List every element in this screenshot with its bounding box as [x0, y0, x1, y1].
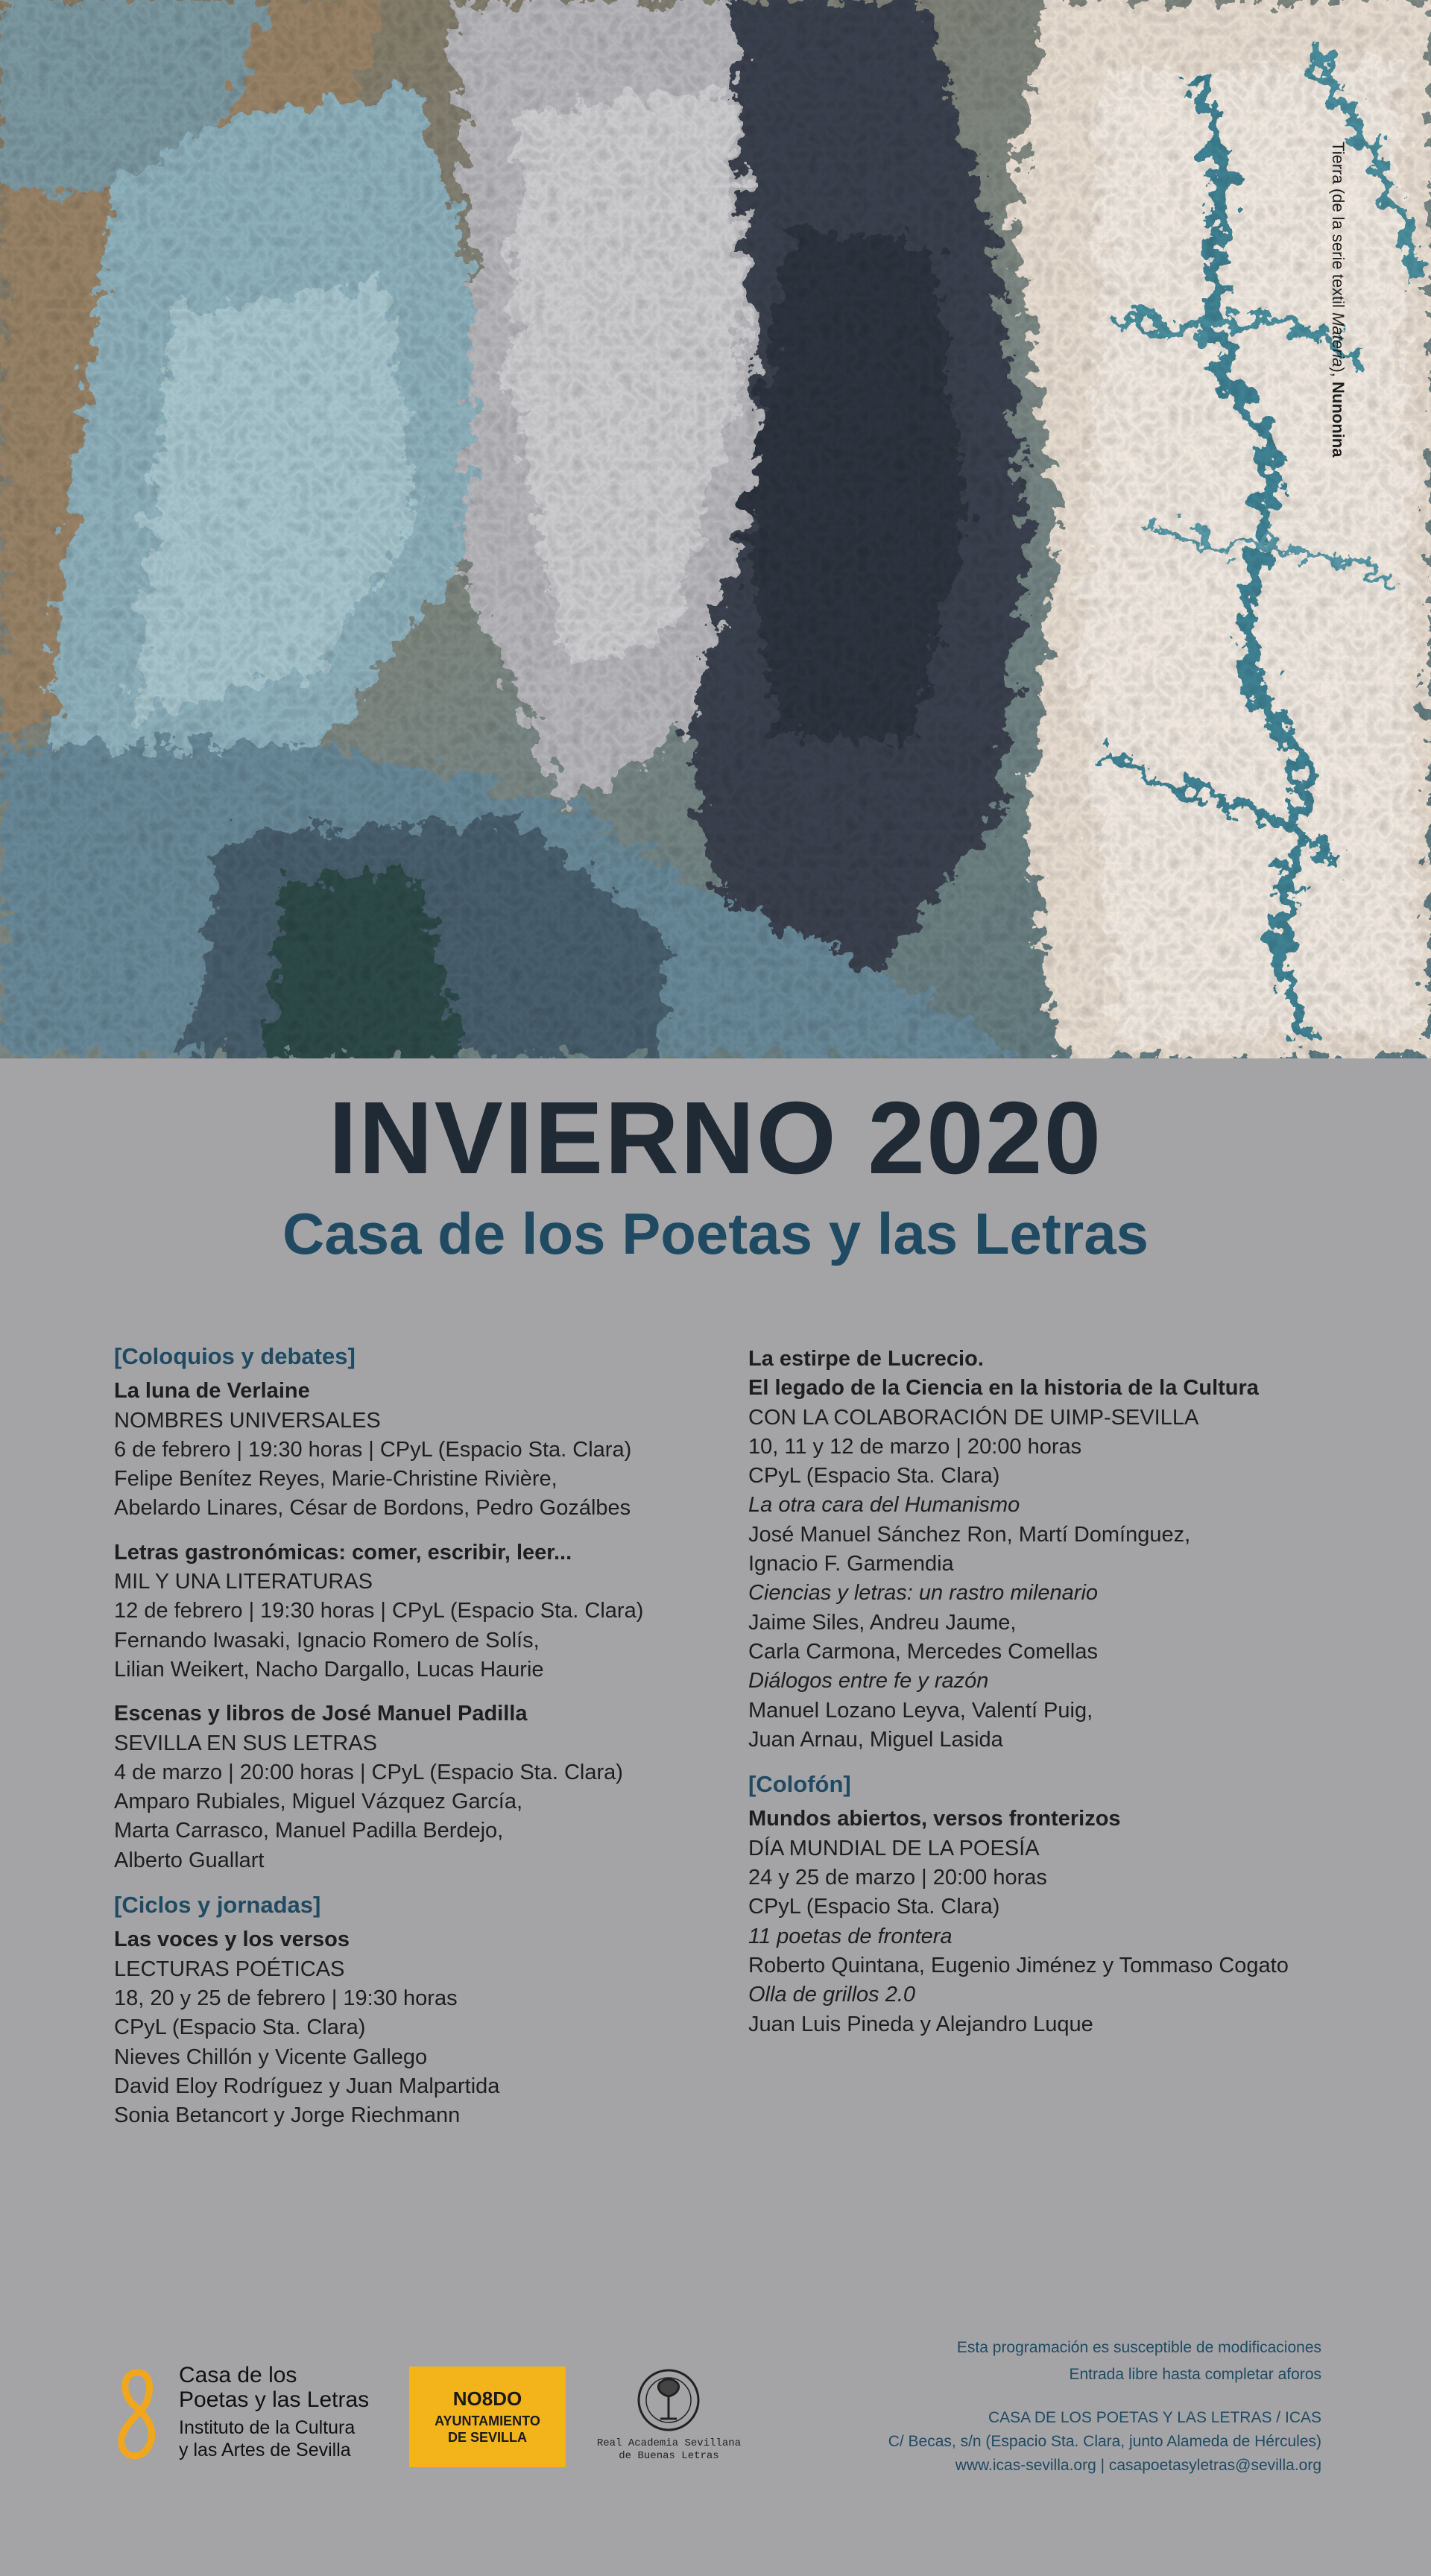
event-venue: CPyL (Espacio Sta. Clara)	[748, 1895, 1000, 1919]
section-heading-ciclos: [Ciclos y jornadas]	[114, 1892, 321, 1919]
event-participants: Manuel Lozano Leyva, Valentí Puig,	[748, 1698, 1093, 1723]
event-title: La estirpe de Lucrecio.	[748, 1347, 984, 1371]
contact-organization: CASA DE LOS POETAS Y LAS LETRAS / ICAS	[988, 2409, 1321, 2426]
event-participants: Lilian Weikert, Nacho Dargallo, Lucas Haurie	[114, 1657, 544, 1682]
event-title: Escenas y libros de José Manuel Padilla	[114, 1702, 528, 1726]
event-participants: David Eloy Rodríguez y Juan Malpartida	[114, 2074, 500, 2098]
event-venue: CPyL (Espacio Sta. Clara)	[748, 1464, 1000, 1489]
event-when: 4 de marzo | 20:00 horas | CPyL (Espacio Sta. Clara)	[114, 1760, 623, 1784]
program-left-column	[114, 1342, 755, 2145]
event-participants: Juan Arnau, Miguel Lasida	[748, 1727, 1003, 1752]
casa-line-2: Poetas y las Letras	[179, 2387, 370, 2412]
event-series: MIL Y UNA LITERATURAS	[114, 1570, 373, 1594]
icas-logo-text	[179, 2416, 355, 2461]
event-participants: Amparo Rubiales, Miguel Vázquez García,	[114, 1790, 523, 1814]
ayuntamiento-text	[409, 2413, 566, 2446]
note-modifications: Esta programación es susceptible de modificaciones	[956, 2339, 1321, 2356]
event-participants: Felipe Benítez Reyes, Marie-Christine Rivière,	[114, 1467, 557, 1491]
event-participants: Juan Luis Pineda y Alejandro Luque	[748, 2012, 1093, 2036]
academia-seal-icon	[635, 2367, 702, 2434]
event-title: Letras gastronómicas: comer, escribir, leer...	[114, 1540, 572, 1565]
artwork-credit	[1323, 142, 1353, 619]
session-title: Olla de grillos 2.0	[748, 1983, 916, 2007]
academia-line-2: de Buenas Letras	[619, 2450, 719, 2462]
footer-notes	[957, 2334, 1321, 2388]
session-title: Ciencias y letras: un rastro milenario	[748, 1581, 1099, 1606]
event-las-voces-y-los-versos	[114, 1925, 755, 2130]
event-series: DÍA MUNDIAL DE LA POESÍA	[748, 1836, 1040, 1860]
event-participants: Sonia Betancort y Jorge Riechmann	[114, 2103, 461, 2128]
event-venue: CPyL (Espacio Sta. Clara)	[114, 2015, 366, 2040]
event-when: 6 de febrero | 19:30 horas | CPyL (Espacio Sta. Clara)	[114, 1437, 632, 1462]
event-participants: José Manuel Sánchez Ron, Martí Domínguez,	[748, 1522, 1191, 1547]
event-la-estirpe-de-lucrecio	[748, 1345, 1419, 1755]
event-participants: Alberto Guallart	[114, 1848, 265, 1872]
event-when: 18, 20 y 25 de febrero | 19:30 horas	[114, 1986, 458, 2010]
page-subtitle: Casa de los Poetas y las Letras	[282, 1201, 1149, 1266]
event-series: LECTURAS POÉTICAS	[114, 1957, 345, 1981]
event-title: Mundos abiertos, versos fronterizos	[748, 1807, 1121, 1831]
event-when: 24 y 25 de marzo | 20:00 horas	[748, 1866, 1047, 1890]
contact-address: C/ Becas, s/n (Espacio Sta. Clara, junto Alameda de Hércules)	[888, 2433, 1321, 2450]
session-title: La otra cara del Humanismo	[748, 1493, 1020, 1518]
academia-logo-text	[589, 2437, 749, 2463]
casa-poetas-logo-icon	[112, 2367, 164, 2463]
event-title: El legado de la Ciencia en la historia de la Cultura	[748, 1376, 1259, 1401]
ayuntamiento-line-2: DE SEVILLA	[447, 2430, 527, 2445]
program-right-column	[748, 1345, 1419, 2054]
event-participants: Abelardo Linares, César de Bordons, Pedro Gozálbes	[114, 1496, 631, 1521]
event-letras-gastronomicas	[114, 1538, 755, 1685]
event-series: SEVILLA EN SUS LETRAS	[114, 1731, 377, 1755]
artwork-image	[0, 0, 1431, 1058]
note-free-entry: Entrada libre hasta completar aforos	[1069, 2366, 1321, 2383]
event-series: NOMBRES UNIVERSALES	[114, 1408, 381, 1433]
event-luna-de-verlaine	[114, 1377, 755, 1523]
event-escenas-y-libros	[114, 1699, 755, 1875]
credit-series-italic: Materia	[1329, 312, 1348, 367]
icas-line-2: y las Artes de Sevilla	[179, 2440, 351, 2460]
casa-line-1: Casa de los	[179, 2363, 297, 2387]
event-participants: Jaime Siles, Andreu Jaume,	[748, 1610, 1017, 1635]
ayuntamiento-logo	[409, 2367, 566, 2467]
event-when: 12 de febrero | 19:30 horas | CPyL (Espacio Sta. Clara)	[114, 1599, 644, 1623]
section-heading-colofon: [Colofón]	[748, 1771, 851, 1798]
event-participants: Ignacio F. Garmendia	[748, 1552, 954, 1576]
event-participants: Fernando Iwasaki, Ignacio Romero de Solís,	[114, 1628, 540, 1652]
contact-web-email: www.icas-sevilla.org | casapoetasyletras@sevilla.org	[955, 2457, 1321, 2474]
event-participants: Roberto Quintana, Eugenio Jiménez y Tommaso Cogato	[748, 1953, 1289, 1977]
casa-poetas-logo-text	[179, 2363, 369, 2412]
event-title: Las voces y los versos	[114, 1928, 350, 1952]
credit-author: Nunonina	[1329, 382, 1348, 458]
page-title: INVIERNO 2020	[328, 1081, 1103, 1196]
event-participants: Marta Carrasco, Manuel Padilla Berdejo,	[114, 1819, 504, 1843]
event-mundos-abiertos	[748, 1805, 1419, 2039]
event-participants: Carla Carmona, Mercedes Comellas	[748, 1639, 1098, 1664]
event-when: 10, 11 y 12 de marzo | 20:00 horas	[748, 1434, 1082, 1459]
footer-contact	[888, 2406, 1321, 2478]
no8do-mark: NO8DO	[452, 2387, 522, 2410]
icas-line-1: Instituto de la Cultura	[179, 2417, 356, 2438]
event-participants: Nieves Chillón y Vicente Gallego	[114, 2045, 428, 2069]
academia-line-1: Real Academia Sevillana	[596, 2437, 742, 2449]
credit-title: Tierra	[1329, 142, 1348, 184]
ayuntamiento-line-1: AYUNTAMIENTO	[435, 2414, 540, 2428]
session-title: Diálogos entre fe y razón	[748, 1669, 989, 1693]
event-title: La luna de Verlaine	[114, 1379, 310, 1404]
event-series: CON LA COLABORACIÓN DE UIMP-SEVILLA	[748, 1405, 1199, 1430]
session-title: 11 poetas de frontera	[748, 1924, 953, 1948]
credit-series-post: ),	[1329, 367, 1348, 377]
section-heading-coloquios: [Coloquios y debates]	[114, 1343, 356, 1369]
credit-series-pre: (de la serie textil	[1329, 188, 1348, 313]
